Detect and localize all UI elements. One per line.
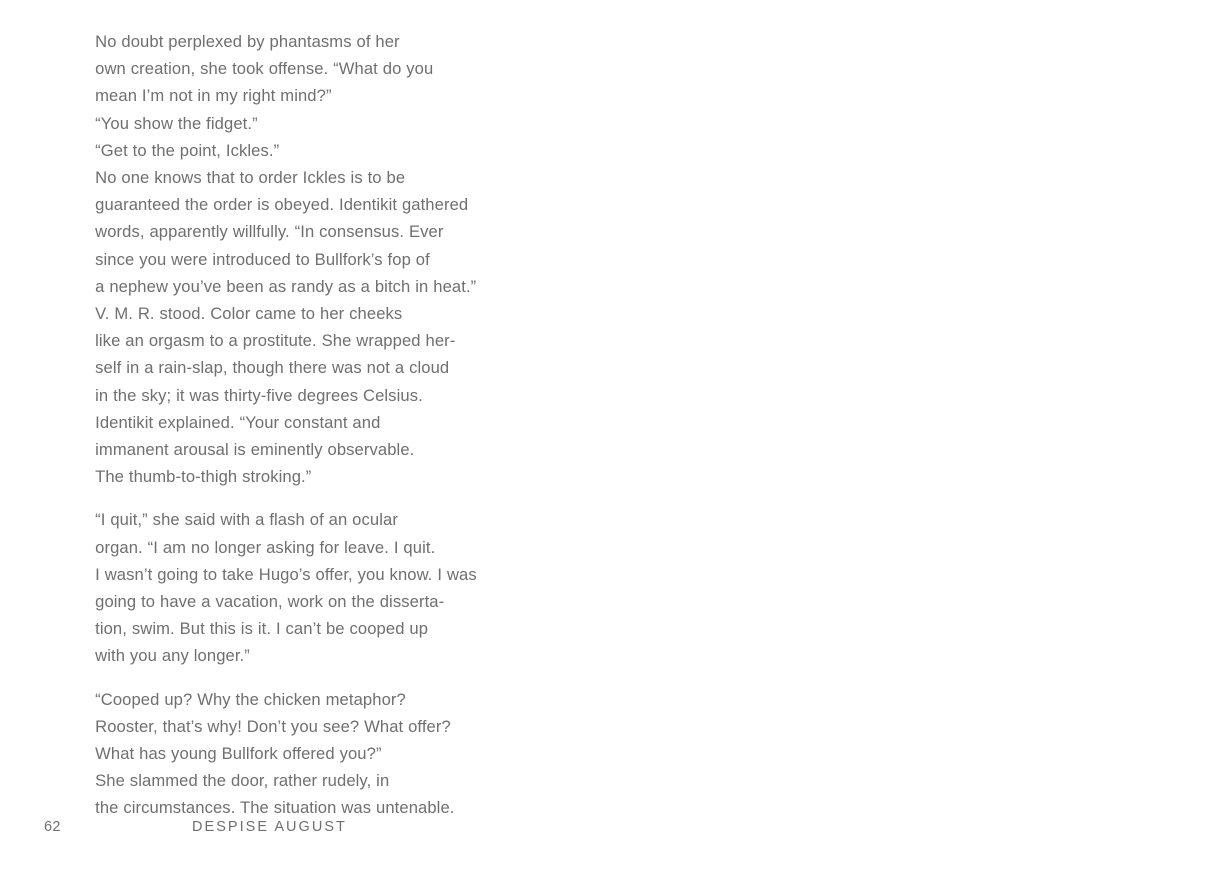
paragraph	[42, 137, 512, 164]
text-line: I wasn’t going to take Hugo’s offer, you know. I was	[95, 564, 477, 584]
text-line: No one knows that to order Ickles is to be	[95, 168, 406, 188]
text-line: like an orgasm to a prostitute. She wrapped her-	[95, 331, 456, 351]
paragraph	[42, 686, 512, 768]
text-line: with you any longer.”	[95, 646, 250, 666]
text-line: immanent arousal is eminently observable.	[95, 440, 415, 460]
text-line: “You show the fidget.”	[95, 113, 258, 133]
text-line: a nephew you’ve been as randy as a bitch in heat.”	[95, 276, 477, 296]
text-line: She slammed the door, rather rudely, in	[95, 771, 390, 791]
left-page-number: 62	[44, 819, 61, 835]
text-line: own creation, she took offense. “What do you	[95, 59, 434, 79]
text-line: “I quit,” she said with a flash of an ocular	[95, 510, 398, 530]
paragraph	[42, 164, 512, 300]
text-line: V. M. R. stood. Color came to her cheeks	[95, 304, 403, 324]
right-page	[612, 0, 1225, 874]
paragraph	[42, 110, 512, 137]
left-page-body	[42, 28, 512, 822]
text-line: Identikit explained. “Your constant and	[95, 412, 381, 432]
paragraph	[42, 300, 512, 409]
text-line: the circumstances. The situation was untenable.	[95, 798, 455, 818]
paragraph	[42, 409, 512, 491]
text-line: words, apparently willfully. “In consensus. Ever	[95, 222, 444, 242]
text-line: going to have a vacation, work on the disserta-	[95, 592, 445, 612]
text-line: What has young Bullfork offered you?”	[95, 744, 382, 764]
left-running-head: DESPISE AUGUST	[192, 819, 347, 835]
text-line: Rooster, that’s why! Don’t you see? What offer?	[95, 716, 451, 736]
text-line: tion, swim. But this is it. I can’t be cooped up	[95, 619, 429, 639]
text-line: No doubt perplexed by phantasms of her	[95, 32, 400, 51]
paragraph	[42, 506, 512, 669]
text-line: The thumb-to-thigh stroking.”	[95, 467, 312, 487]
text-line: guaranteed the order is obeyed. Identikit gathered	[95, 195, 469, 215]
left-page	[0, 0, 612, 874]
text-line: “Cooped up? Why the chicken metaphor?	[95, 689, 406, 709]
text-line: “Get to the point, Ickles.”	[95, 140, 280, 160]
text-line: mean I’m not in my right mind?”	[95, 86, 332, 106]
text-line: organ. “I am no longer asking for leave. I quit.	[95, 537, 436, 557]
text-line: since you were introduced to Bullfork’s fop of	[95, 249, 430, 269]
paragraph	[42, 28, 512, 110]
paragraph	[42, 767, 512, 821]
text-line: self in a rain-slap, though there was not a cloud	[95, 358, 450, 378]
text-line: in the sky; it was thirty-five degrees Celsius.	[95, 385, 423, 405]
